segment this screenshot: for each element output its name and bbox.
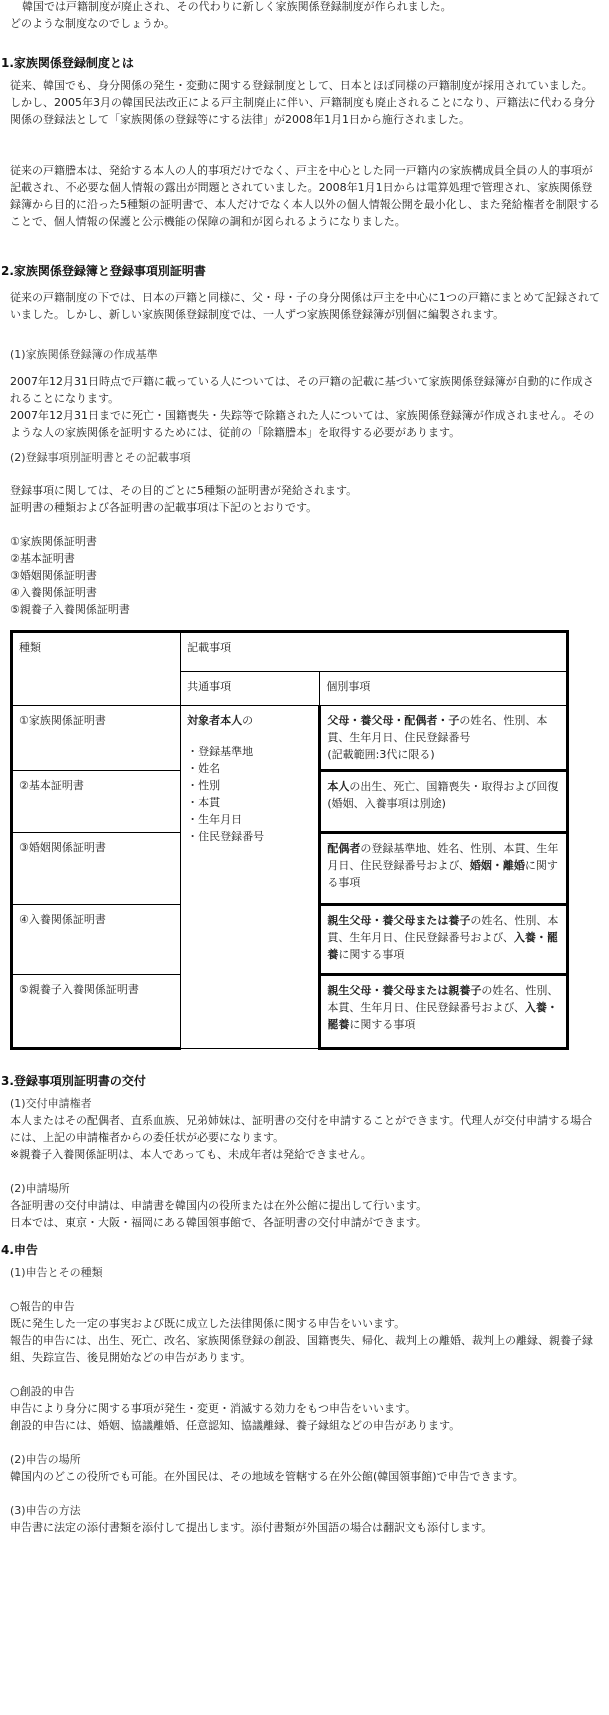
list-item: ①家族関係証明書 (10, 535, 97, 548)
list-item: ④入養関係証明書 (10, 586, 97, 599)
individual-bold-2: 婚姻・離婚 (469, 859, 525, 872)
section-4-sub-3: (3)申告の方法 (10, 1504, 81, 1517)
section-1-para-1: 従来、韓国でも、身分関係の発生・変動に関する登録制度として、日本とほぼ同様の戸籍制度が採用されていました。しかし、2005年3月の韓国民法改正による戸主制廃止に伴い、戸籍制度も廃止されることになり、戸籍法に代わる身分関係の登録法として「家族関係の登録等にする法律」が2008年1月1日から施行されました。 (10, 79, 595, 126)
section-4-sub-1: (1)申告とその種類 (10, 1266, 103, 1279)
row-individual (320, 975, 568, 1049)
section-2-para-1: 従来の戸籍制度の下では、日本の戸籍と同様に、父・母・子の身分関係は戸主を中心に1つの戸籍にまとめて記録されていました。しかし、新しい家族関係登録制度では、一人ずつ家族関係登録簿が別個に編製されます。 (10, 291, 600, 321)
section-3-sub-2: (2)申請場所 (10, 1182, 70, 1195)
create-p1: 申告により身分に関する事項が発生・変更・消滅する効力をもつ申告をいいます。 (10, 1402, 417, 1415)
individual-bold: 親生父母・養父母または養子 (327, 914, 471, 927)
common-item: ・本貫 (187, 796, 221, 809)
report-p1: 既に発生した一定の事実および既に成立した法律関係に関する申告をいいます。 (10, 1317, 406, 1330)
section-3-sub-1-p2: ※親養子入養関係証明は、本人であっても、未成年者は発給できません。 (10, 1148, 372, 1161)
list-item: ⑤親養子入養関係証明書 (10, 603, 130, 616)
create-p2: 創設的申告には、婚姻、協議離婚、任意認知、協議離縁、養子縁組などの申告があります。 (10, 1419, 461, 1432)
intro (0, 0, 609, 32)
create-heading: ○創設的申告 (10, 1385, 75, 1398)
individual-text: の出生、死亡、国籍喪失・取得および回復(婚姻、入養事項は別途) (327, 780, 559, 810)
section-4-body (0, 1264, 609, 1536)
common-subject-suffix: の (242, 714, 254, 727)
section-2-title: 2.家族関係登録簿と登録事項別証明書 (1, 264, 206, 278)
individual-text-2: に関する事項 (338, 948, 405, 961)
intro-line-1: 韓国では戸籍制度が廃止され、その代わりに新しく家族関係登録制度が作られました。 (22, 0, 452, 13)
common-item: ・生年月日 (187, 813, 243, 826)
individual-bold-2: 入養・罷養 (327, 931, 558, 961)
section-2-sub-2-p1: 登録事項に関しては、その目的ごとに5種類の証明書が発給されます。 (10, 484, 358, 497)
individual-bold: 父母・養父母・配偶者・子 (327, 714, 460, 727)
section-2-sub-2-p2: 証明書の種類および各証明書の記載事項は下記のとおりです。 (10, 501, 318, 514)
section-2-sub-1-p2: 2007年12月31日までに死亡・国籍喪失・失踪等で除籍された人については、家族関係登録簿が作成されません。そのような人の家族関係を証明するためには、従前の「除籍謄本」を取得する必要があります。 (10, 409, 595, 439)
section-1-body (0, 77, 609, 247)
report-p2: 報告的申告には、出生、死亡、改名、家族関係登録の創設、国籍喪失、帰化、裁判上の離婚、裁判上の離縁、親養子縁組、失踪宣告、後見開始などの申告があります。 (10, 1334, 593, 1364)
section-3-body (0, 1095, 609, 1231)
individual-bold: 親生父母・養父母または親養子 (327, 984, 482, 997)
individual-text: の登録基準地、姓名、性別、本貫、生年月日、住民登録番号および、 (327, 842, 559, 872)
section-3-sub-1: (1)交付申請権者 (10, 1097, 92, 1110)
section-1-para-2: 従来の戸籍謄本は、発給する本人の人的事項だけでなく、戸主を中心とした同一戸籍内の家族構成員全員の人的事項が記載され、不必要な個人情報の露出が問題とされていました。2008年1月1日からは電算処理で管理され、家族関係登録簿から目的に沿った5種類の証明書で、本人だけでなく本人以外の個人情報公開を最小化し、また発給権者を制限することで、個人情報の保護と公示機能の保障の調和が図られるようになりました。 (10, 164, 600, 228)
individual-text-2: に関する事項 (327, 859, 558, 889)
section-2-sub-1-p1: 2007年12月31日時点で戸籍に載っている人については、その戸籍の記載に基づいて家族関係登録簿が自動的に作成されることになります。 (10, 375, 594, 405)
individual-bold: 配偶者 (327, 842, 361, 855)
individual-text-2: に関する事項 (349, 1018, 416, 1031)
individual-text: の姓名、性別、本貫、生年月日、住民登録番号および、 (327, 984, 559, 1014)
common-item: ・姓名 (187, 762, 221, 775)
report-heading: ○報告的申告 (10, 1300, 75, 1313)
section-3-sub-2-p1: 各証明書の交付申請は、申請書を韓国内の役所または在外公館に提出して行います。 (10, 1199, 428, 1212)
individual-bold: 本人 (327, 780, 350, 793)
row-type: ①家族関係証明書 (12, 706, 181, 771)
section-3-title: 3.登録事項別証明書の交付 (1, 1074, 146, 1088)
certificate-table (10, 630, 569, 1050)
section-4-sub-2-p1: 韓国内のどこの役所でも可能。在外国民は、その地域を管轄する在外公館(韓国領事館)で申告できます。 (10, 1470, 524, 1483)
header-type: 種類 (12, 632, 181, 706)
list-item: ③婚姻関係証明書 (10, 569, 97, 582)
common-items-cell (181, 706, 320, 1049)
row-type: ⑤親養子入養関係証明書 (12, 975, 181, 1049)
row-type: ④入養関係証明書 (12, 905, 181, 975)
common-item: ・住民登録番号 (187, 830, 265, 843)
individual-text: の姓名、性別、本貫、生年月日、住民登録番号 (327, 714, 548, 744)
header-items: 記載事項 (181, 632, 568, 672)
row-type: ②基本証明書 (12, 771, 181, 833)
row-type: ③婚姻関係証明書 (12, 833, 181, 905)
section-3-sub-2-p2: 日本では、東京・大阪・福岡にある韓国領事館で、各証明書の交付申請ができます。 (10, 1216, 427, 1229)
header-common: 共通事項 (181, 672, 320, 706)
section-4-sub-2: (2)申告の場所 (10, 1453, 81, 1466)
header-individual: 個別事項 (320, 672, 568, 706)
intro-line-2: どのような制度なのでしょうか。 (10, 17, 175, 30)
section-2-sub-1: (1)家族関係登録簿の作成基準 (10, 348, 158, 361)
list-item: ②基本証明書 (10, 552, 75, 565)
row-individual (320, 771, 568, 833)
common-subject: 対象者本人 (187, 714, 243, 727)
certificate-list (10, 533, 601, 618)
common-item: ・登録基準地 (187, 745, 254, 758)
section-4-title: 4.申告 (1, 1243, 38, 1257)
individual-bold-2: 入養・罷養 (327, 1001, 558, 1031)
section-2-body (0, 289, 609, 618)
row-individual (320, 706, 568, 771)
common-item: ・性別 (187, 779, 221, 792)
row-individual (320, 833, 568, 905)
individual-note: (記載範囲:3代に限る) (327, 748, 435, 761)
section-3-sub-1-p1: 本人またはその配偶者、直系血族、兄弟姉妹は、証明書の交付を申請することができます。代理人が交付申請する場合には、上記の申請権者からの委任状が必要になります。 (10, 1114, 593, 1144)
section-1-title: 1.家族関係登録制度とは (1, 56, 134, 70)
section-4-sub-3-p1: 申告書に法定の添付書類を添付して提出します。添付書類が外国語の場合は翻訳文も添付します。 (10, 1521, 493, 1534)
row-individual (320, 905, 568, 975)
individual-text: の姓名、性別、本貫、生年月日、住民登録番号および、 (327, 914, 559, 944)
section-2-sub-2: (2)登録事項別証明書とその記載事項 (10, 451, 191, 464)
